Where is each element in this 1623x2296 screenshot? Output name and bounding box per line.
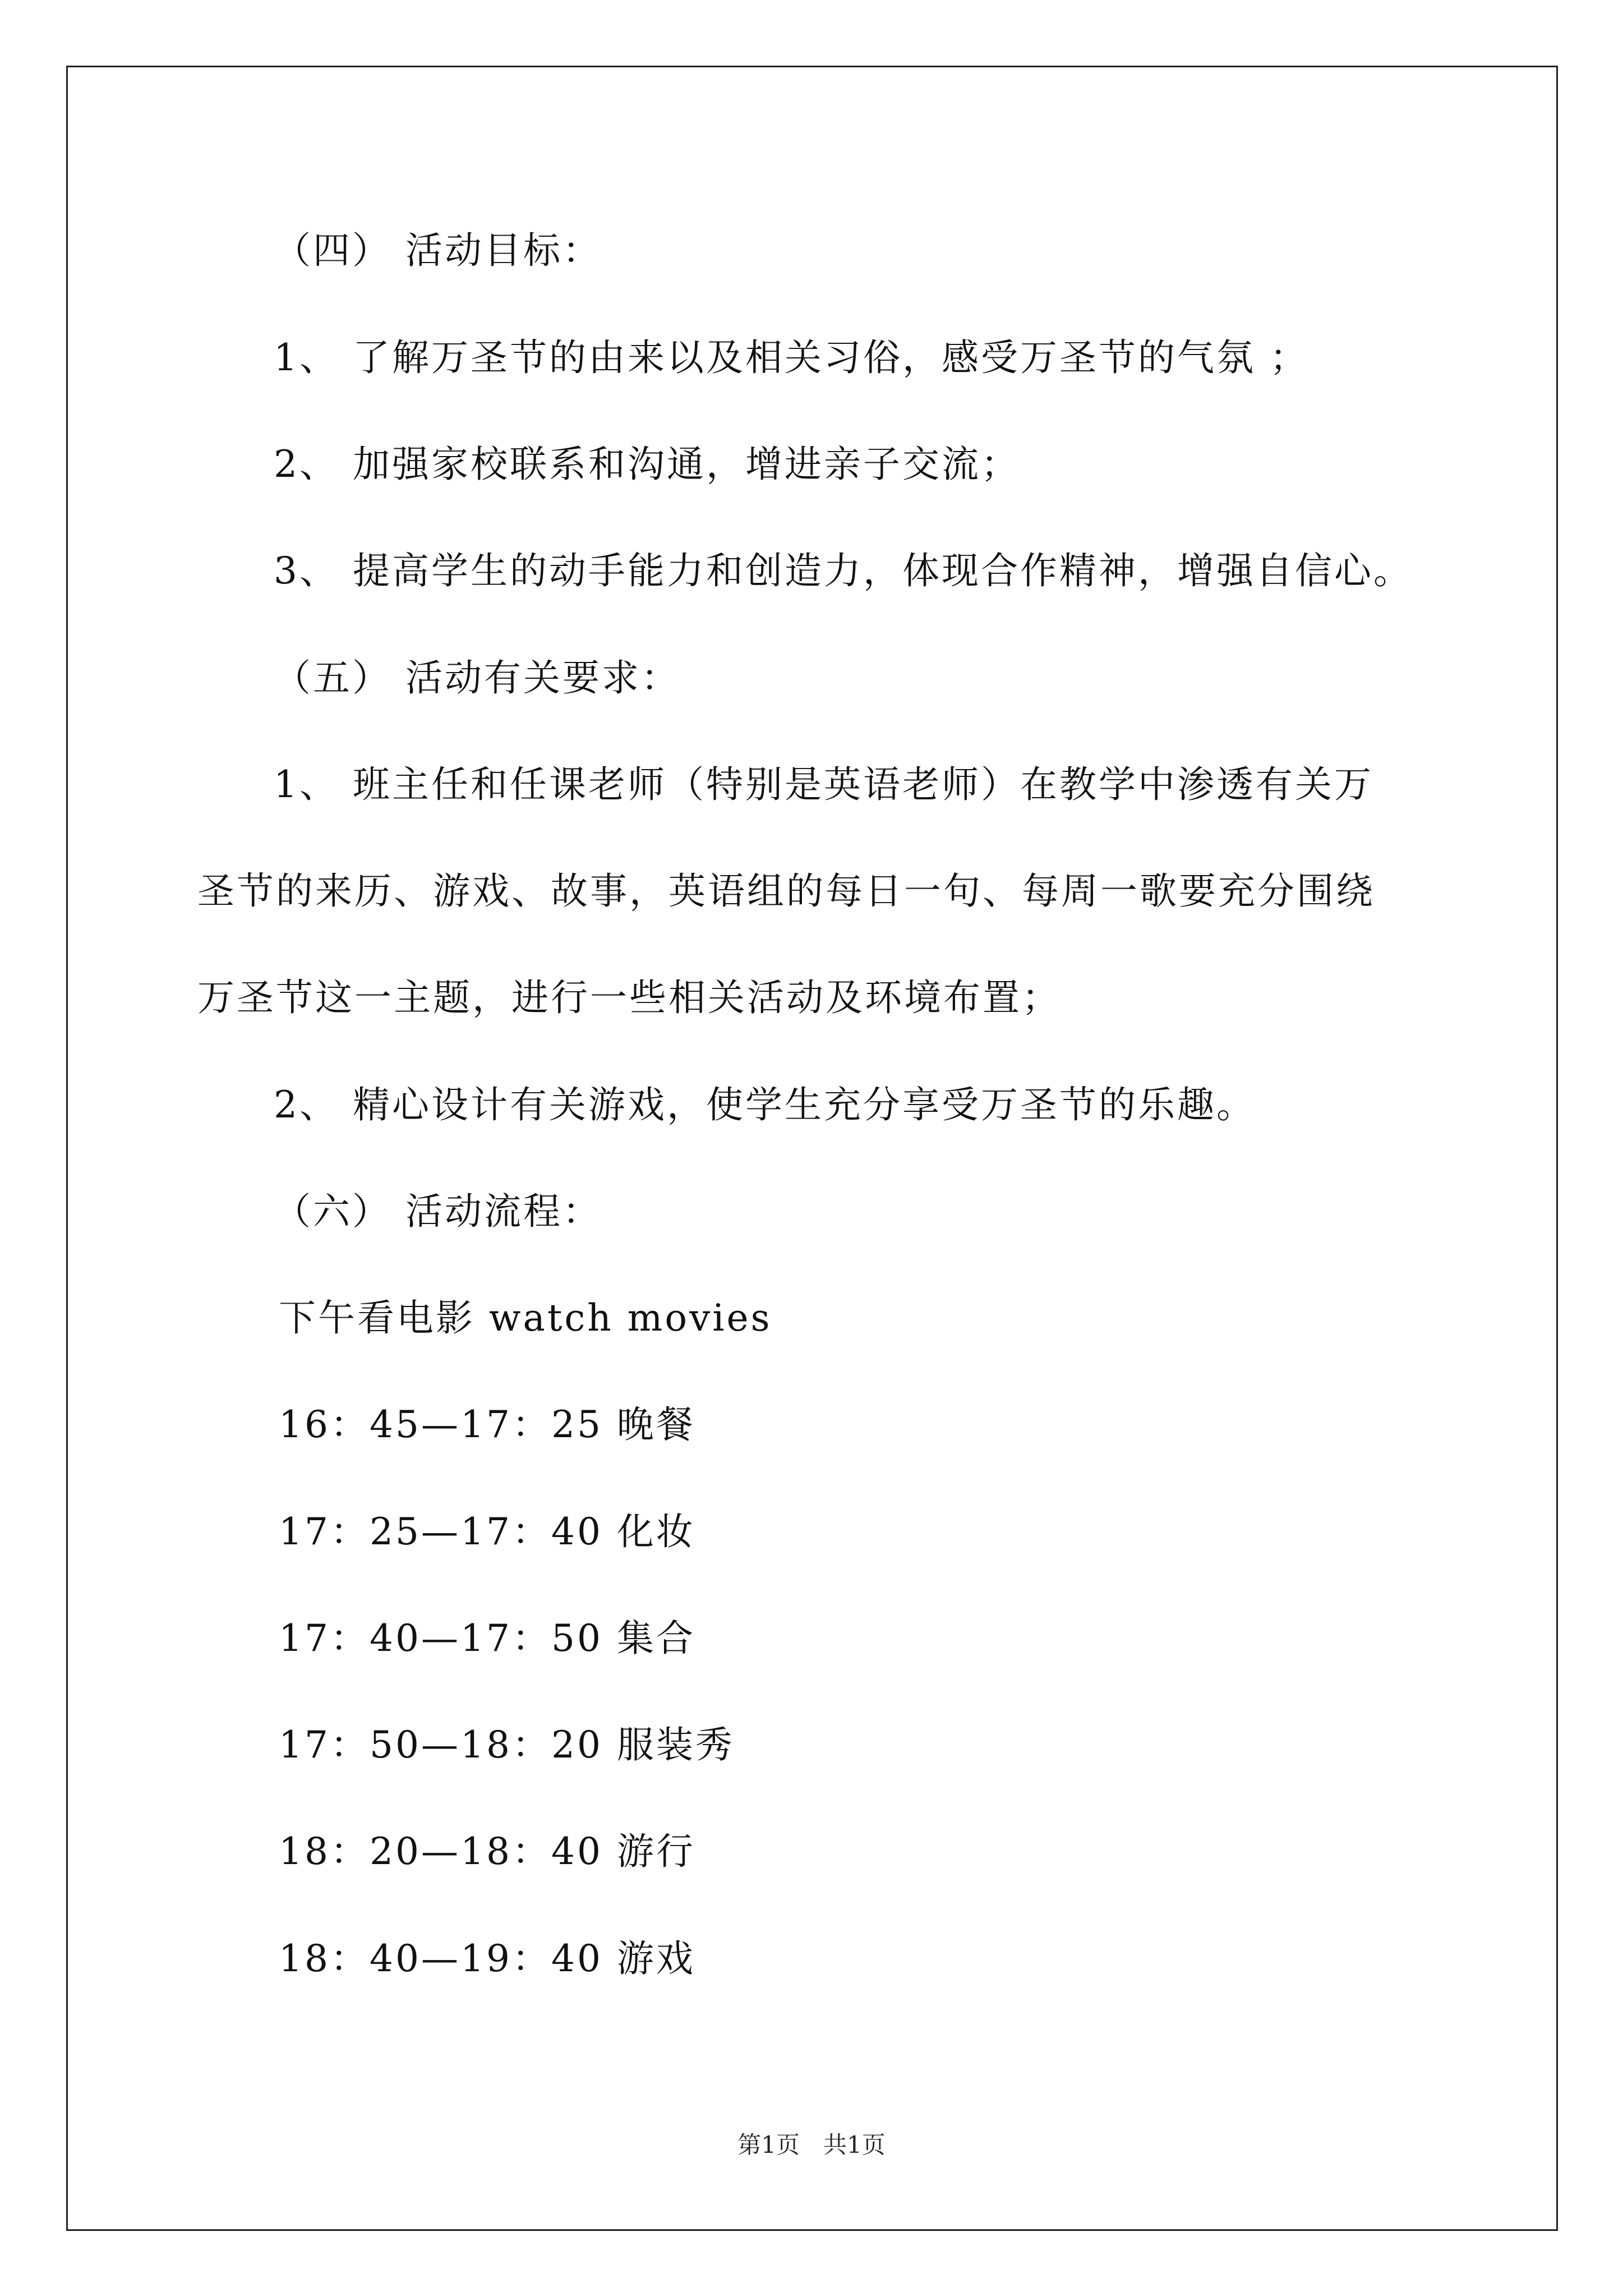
paragraph-line: 万圣节这一主题，进行一些相关活动及环境布置； — [197, 976, 1061, 1019]
schedule-item: 16：45—17：25 晚餐 — [279, 1403, 695, 1446]
schedule-item: 18：20—18：40 游行 — [279, 1830, 695, 1873]
schedule-item: 下午看电影 watch movies — [279, 1296, 772, 1340]
schedule-item: 17：40—17：50 集合 — [279, 1617, 695, 1660]
schedule-item: 17：25—17：40 化妆 — [279, 1510, 695, 1553]
page-border — [66, 66, 1558, 2231]
paragraph-line: 圣节的来历、游戏、故事，英语组的每日一句、每周一歌要充分围绕 — [197, 869, 1375, 913]
schedule-item: 17：50—18：20 服装秀 — [279, 1723, 735, 1766]
section-heading-objectives: （四） 活动目标： — [274, 229, 602, 272]
paragraph-line: 1、 了解万圣节的由来以及相关习俗，感受万圣节的气氛 ； — [274, 336, 1309, 379]
page-footer: 第1页 共1页 — [737, 2131, 886, 2159]
section-heading-process: （六） 活动流程： — [274, 1190, 602, 1233]
schedule-item: 18：40—19：40 游戏 — [279, 1937, 695, 1980]
paragraph-line: 2、 精心设计有关游戏，使学生充分享受万圣节的乐趣。 — [274, 1083, 1256, 1126]
section-heading-requirements: （五） 活动有关要求： — [274, 656, 680, 700]
paragraph-line: 3、 提高学生的动手能力和创造力，体现合作精神，增强自信心。 — [274, 549, 1413, 592]
paragraph-line: 1、 班主任和任课老师（特别是英语老师）在教学中渗透有关万 — [274, 763, 1373, 806]
paragraph-line: 2、 加强家校联系和沟通，增进亲子交流； — [274, 443, 1020, 486]
